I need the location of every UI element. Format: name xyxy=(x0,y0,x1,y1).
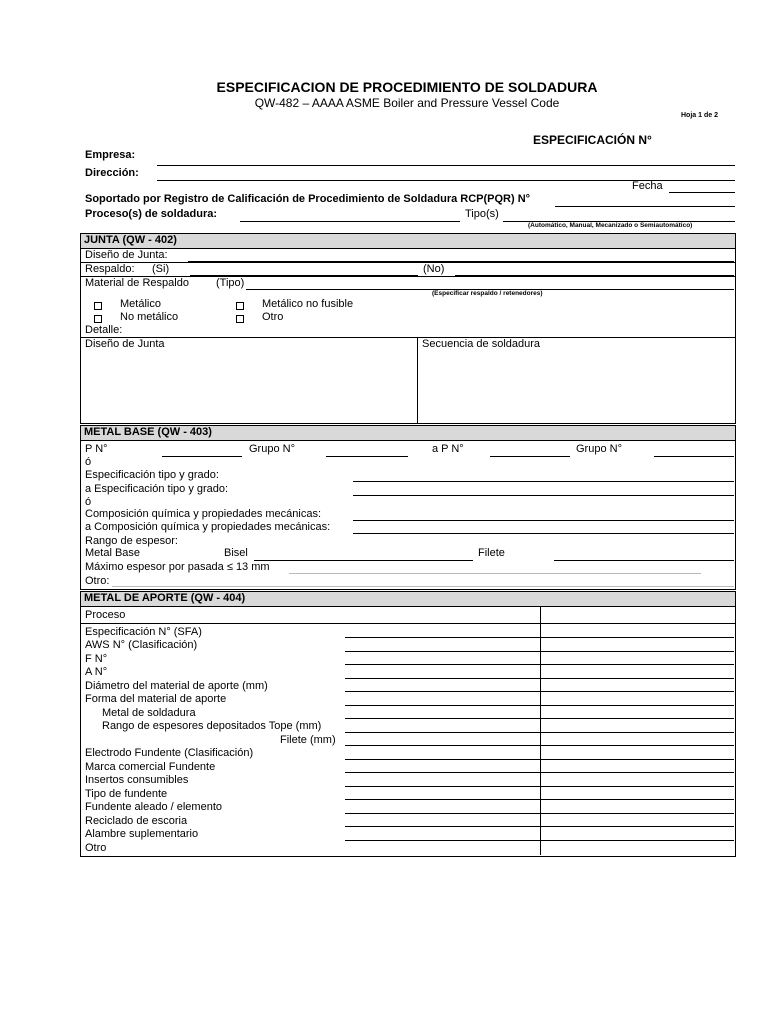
otro-checkbox[interactable] xyxy=(236,315,244,323)
aporte-row-label: AWS N° (Clasificación) xyxy=(85,639,198,651)
aporte-row-label: Tipo de fundente xyxy=(85,788,168,800)
aporte-row-label: Metal de soldadura xyxy=(102,707,196,719)
pn-field[interactable] xyxy=(162,456,242,457)
aporte-row-line[interactable] xyxy=(345,826,734,827)
aporte-row-line[interactable] xyxy=(345,772,734,773)
soportado-label: Soportado por Registro de Calificación de Procedimiento de Soldadura RCP(PQR) N° xyxy=(85,193,531,205)
filete-label: Filete xyxy=(478,547,505,559)
material-respaldo-label: Material de Respaldo xyxy=(85,277,189,289)
aporte-row-line[interactable] xyxy=(345,840,734,841)
aporte-row-label: Alambre suplementario xyxy=(85,828,199,840)
comp-field[interactable] xyxy=(353,520,734,521)
aporte-row-label: Electrodo Fundente (Clasificación) xyxy=(85,747,254,759)
metalico-label: Metálico xyxy=(120,298,161,310)
secuencia-area-label: Secuencia de soldadura xyxy=(422,338,541,350)
o2-label: ó xyxy=(85,496,92,508)
grupo2-label: Grupo N° xyxy=(576,443,622,455)
apn-field[interactable] xyxy=(490,456,570,457)
detalle-label: Detalle: xyxy=(85,324,123,336)
aporte-row-line[interactable] xyxy=(345,637,734,638)
grupo1-label: Grupo N° xyxy=(249,443,295,455)
bisel-label: Bisel xyxy=(224,547,248,559)
esp-tipo-field[interactable] xyxy=(353,481,734,482)
junta-header xyxy=(81,234,735,249)
esp-tipo-label: Especificación tipo y grado: xyxy=(85,469,219,481)
aporte-row-line[interactable] xyxy=(81,623,735,624)
maximo-field[interactable] xyxy=(289,573,701,574)
otro-mb-field[interactable] xyxy=(112,586,734,587)
aporte-row-line[interactable] xyxy=(345,718,734,719)
document-title: ESPECIFICACION DE PROCEDIMIENTO DE SOLDADURA xyxy=(216,79,598,95)
document-subtitle: QW-482 – AAAA ASME Boiler and Pressure Vessel Code xyxy=(254,96,560,110)
grupo2-field[interactable] xyxy=(654,456,734,457)
aporte-row-line[interactable] xyxy=(345,732,734,733)
grupo1-field[interactable] xyxy=(326,456,408,457)
aporte-row-line[interactable] xyxy=(345,759,734,760)
spec-number-label: ESPECIFICACIÓN N° xyxy=(533,133,652,147)
tipo-label: (Tipo) xyxy=(216,277,245,289)
no-metalico-checkbox[interactable] xyxy=(94,315,102,323)
metalico-checkbox[interactable] xyxy=(94,302,102,310)
pqr-field[interactable] xyxy=(555,206,735,207)
aporte-row-line[interactable] xyxy=(345,813,734,814)
metal-base-label: Metal Base xyxy=(85,547,141,559)
otro-mb-label: Otro: xyxy=(85,575,110,587)
aporte-row-label: Reciclado de escoria xyxy=(85,815,188,827)
respaldo-label: Respaldo: xyxy=(85,263,135,275)
aporte-row-label: Marca comercial Fundente xyxy=(85,761,216,773)
procesos-field[interactable] xyxy=(240,221,460,222)
empresa-label: Empresa: xyxy=(85,149,136,161)
aporte-row-label: Otro xyxy=(85,842,107,854)
a-esp-tipo-field[interactable] xyxy=(353,495,734,496)
aporte-row-label: Rango de espesores depositados Tope (mm) xyxy=(102,720,322,732)
aporte-row-label: Forma del material de aporte xyxy=(85,693,227,705)
aporte-row-line[interactable] xyxy=(345,745,734,746)
aporte-row-label: Filete (mm) xyxy=(280,734,336,746)
maximo-label: Máximo espesor por pasada ≤ 13 mm xyxy=(85,561,270,573)
aporte-row-line[interactable] xyxy=(345,664,734,665)
diseno-label: Diseño de Junta: xyxy=(85,249,168,261)
a-comp-field[interactable] xyxy=(353,533,734,534)
sheet-number: Hoja 1 de 2 xyxy=(681,112,718,119)
aporte-row-line[interactable] xyxy=(345,705,734,706)
aporte-row-label: A N° xyxy=(85,666,108,678)
aporte-row-label: Fundente aleado / elemento xyxy=(85,801,222,813)
o1-label: ó xyxy=(85,456,92,468)
aporte-row-line[interactable] xyxy=(345,786,734,787)
tipos-note: (Automático, Manual, Mecanizado o Semiautomático) xyxy=(528,222,693,229)
filete-field[interactable] xyxy=(554,560,734,561)
respaldo-note: (Especificar respaldo / retenedores) xyxy=(432,290,543,297)
bisel-field[interactable] xyxy=(254,560,473,561)
aporte-row-line[interactable] xyxy=(345,799,734,800)
pn-label: P N° xyxy=(85,443,108,455)
aporte-row-label: Insertos consumibles xyxy=(85,774,189,786)
aporte-row-label: Proceso xyxy=(85,609,126,621)
respaldo-si[interactable]: (Si) xyxy=(152,263,170,275)
aporte-row-label: F N° xyxy=(85,653,108,665)
rango-label: Rango de espesor: xyxy=(85,535,178,547)
metal-base-heading: METAL BASE (QW - 403) xyxy=(84,426,212,438)
respaldo-no[interactable]: (No) xyxy=(423,263,445,275)
empresa-field[interactable] xyxy=(157,165,735,166)
metalico-no-fusible-checkbox[interactable] xyxy=(236,302,244,310)
metalico-no-fusible-label: Metálico no fusible xyxy=(262,298,354,310)
apn-label: a P N° xyxy=(432,443,464,455)
aporte-row-line[interactable] xyxy=(345,651,734,652)
fecha-label: Fecha xyxy=(632,180,663,192)
no-metalico-label: No metálico xyxy=(120,311,179,323)
a-esp-tipo-label: a Especificación tipo y grado: xyxy=(85,483,229,495)
tipos-label: Tipo(s) xyxy=(465,208,499,220)
aporte-row-line[interactable] xyxy=(345,678,734,679)
fecha-field[interactable] xyxy=(669,192,735,193)
a-comp-label: a Composición química y propiedades mecánicas: xyxy=(85,521,331,533)
aporte-row-line[interactable] xyxy=(345,691,734,692)
otro-label: Otro xyxy=(262,311,284,323)
junta-heading: JUNTA (QW - 402) xyxy=(84,234,177,246)
aporte-row-label: Especificación N° (SFA) xyxy=(85,626,202,638)
diseno-junta-area-label: Diseño de Junta xyxy=(85,338,165,350)
procesos-label: Proceso(s) de soldadura: xyxy=(85,208,218,220)
metal-aporte-heading: METAL DE APORTE (QW - 404) xyxy=(84,592,246,604)
comp-label: Composición química y propiedades mecánicas: xyxy=(85,508,322,520)
aporte-row-label: Diámetro del material de aporte (mm) xyxy=(85,680,268,692)
direccion-label: Dirección: xyxy=(85,167,139,179)
aporte-column-divider xyxy=(540,607,541,855)
